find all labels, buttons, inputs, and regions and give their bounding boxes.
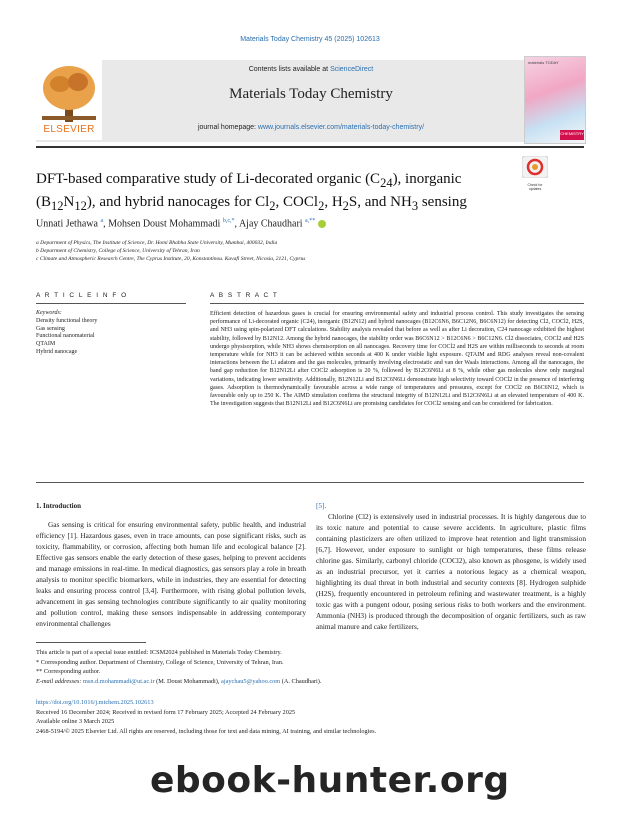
journal-citation[interactable]: Materials Today Chemistry 45 (2025) 102613	[240, 36, 380, 43]
affiliation: a Department of Physics, The Institute of Science, Dr. Homi Bhabha State University, Mumbai, 400032, India	[36, 240, 278, 246]
check-updates-icon	[522, 156, 548, 178]
elsevier-logo-text: ELSEVIER	[43, 124, 95, 135]
header-rule	[36, 146, 584, 148]
corresponding-author-note: ** Corresponding author.	[36, 668, 101, 675]
email-link[interactable]: msn.d.mohammadi@ut.ac.ir	[83, 677, 155, 685]
cover-band-text: CHEMISTRY	[560, 131, 584, 136]
body-left-column: Gas sensing is critical for ensuring environmental safety, public health, and industrial efficiency [1]. Hazardous gases, even in trace amounts, can pose significant risks, such as toxicity, flammability, or corrosion, affecting both human life and ecological balance [2]. Effective gas sensors enable the early detection of these gases, helping to prevent accidents and manage emissions in real-time. In medical diagnostics, gas sensors play a role in breath analysis to monitor specific biomarkers, while in industries, they are essential for detecting leaks and ensuring process control [3,4]. Furthermore, with rising global pollution levels, advancement in gas sensing technologies contribute significantly to air quality monitoring and pollution control, making these sensors indispensable in addressing contemporary environmental challenges	[36, 520, 306, 628]
keyword: Density functional theory	[36, 317, 98, 324]
check-for-updates-button[interactable]	[522, 156, 548, 191]
doi-link[interactable]: https://doi.org/10.1016/j.mtchem.2025.102613	[36, 699, 154, 706]
right-column-paragraph: Chlorine (Cl2) is extensively used in industrial processes. It is highly dangerous due to its toxic nature and potential to cause severe accidents. In agriculture, plastic films containing plasticizers are often utilized to improve heat retention and light transmission [6,7]. However, under exposure to sunlight or high temperatures, these films release chlorine gas. Similarly, carbonyl chloride (COCl2), also known as phosgene, is widely used as an industrial precursor, yet it carries a notorious legacy as a chemical weapon, highlighting its dual threat in both industrial and security contexts [8]. Hydrogen sulphide (H2S), frequently encountered in petroleum refining and wastewater treatment, is a highly toxic gas with a pungent odour, posing serious risks to both workers and the environment. Ammonia (NH3) is produced through the decomposition of organic fertilizers, such as raw animal manure and cake fertilizers,	[316, 512, 586, 631]
abstract-text: Efficient detection of hazardous gases is crucial for ensuring environmental safety and industrial process control. This study investigates the sensing performance of Li-decorated organic (C24), inorganic (B12N12) and hybrid nanocages (B12C6N6, B6C12N6, B6C6N12) for detecting Cl2, COCl2, H2S, and NH3 using spin-polarized DFT calculations. Stability analysis revealed that before as well as after Li decoration, C24 nanocage exhibited the highest stability, followed by B12N12. Among the hybrid nanocages, the stability order was B6C6N12 > B12C6N6 > B6C12N6. Cl2 dissociates, COCl2 and H2S undergo physisorption, while NH3 shows chemisorption on all nanocages. Recovery time for COCl2 and H2S are within milliseconds to seconds at room temperature while for NH3 it can be achieved within seconds at 400 K under visible light exposure. QTAIM and RDG analyses reveal non-covalent interactions between the Li adatom and the gas molecules, primarily involving electrostatic and van der Waals interactions. Among all the nanocages, the band gap reduction for B12N12Li after COCl2 adsorption is 20 %, followed by B12C6N6Li at 8 %, while other gas molecules show only marginal variations, indicating lower sensitivity. Additionally, B12N12Li and B12C6N6Li demonstrate high selectivity toward COCl2 in the presence of interfering gases. Adsorption is thermodynamically favourable across a wide range of temperatures and pressures, except for COCl2 on B6C6N12, which is favourable only up to 250 K. The AIMD simulation confirms the structural integrity of B12N12Li and B12C6N6Li at an elevated temperature of 400 K. The investigation suggests that B12N12Li and B12C6N6Li are promising candidates for COCl2 sensing and can be considered for fabrication.	[210, 311, 584, 408]
keyword: QTAIM	[36, 341, 56, 348]
keyword: Gas sensing	[36, 325, 65, 332]
author-affil-marker[interactable]: b,c,*	[222, 218, 235, 224]
author-name[interactable]: Ajay Chaudhari	[238, 218, 303, 230]
article-info-heading: A R T I C L E I N F O	[36, 292, 128, 299]
available-online: Available online 3 March 2025	[36, 718, 115, 725]
corresponding-author-note: * Corresponding author. Department of Chemistry, College of Science, University of Tehran, Iran.	[36, 658, 284, 666]
keyword: Functional nanomaterial	[36, 333, 95, 340]
article-title: DFT-based comparative study of Li-decorated organic $(C_{24})$, inorganic $(B_{12}N_{12})$, and hybrid nanocages for $Cl_2$, COCl$_2$, $H_2S$, and $NH_3$ sensing	[36, 171, 467, 213]
check-updates-label: Check for updates	[527, 183, 543, 191]
contents-line: Contents lists available at ScienceDirect	[248, 66, 374, 73]
journal-homepage: journal homepage: www.journals.elsevier.com/materials-today-chemistry/	[197, 124, 425, 131]
footnote-rule	[36, 642, 146, 643]
orcid-icon[interactable]	[318, 220, 326, 228]
publication-info	[36, 698, 584, 736]
sciencedirect-link[interactable]: ScienceDirect	[330, 66, 374, 73]
cover-title: materials TODAY	[528, 60, 559, 65]
keyword: Hybrid nanocage	[36, 348, 78, 355]
email-link[interactable]: ajaychau5@yahoo.com	[221, 677, 281, 685]
article-info-rule	[36, 303, 186, 304]
author-name[interactable]: Mohsen Doust Mohammadi	[108, 218, 221, 230]
author-list: Unnati Jethawa $^a$, Mohsen Doust Mohammadi $^{b,c,*}$, Ajay Chaudhari $^{a,**}$	[36, 218, 576, 229]
affiliation: c Climate and Atmospheric Research Centre, The Cyprus Institute, 20, Konstantinou. Kavafi Street, Nicosia, 2121, Cyprus	[36, 256, 306, 262]
reference-citation[interactable]: [5].	[316, 501, 327, 510]
section-heading: 1. Introduction	[36, 502, 81, 510]
affiliation: b Department of Chemistry, College of Science, University of Tehran, Iran	[36, 248, 200, 254]
author-name[interactable]: Unnati Jethawa	[36, 218, 98, 230]
author-affil-marker[interactable]: a,**	[305, 218, 316, 224]
journal-homepage-link[interactable]: www.journals.elsevier.com/materials-today-chemistry/	[257, 124, 425, 131]
keywords-label: Keywords:	[36, 310, 62, 316]
author-affil-marker[interactable]: a	[100, 218, 104, 224]
received-dates: Received 16 December 2024; Received in revised form 17 February 2025; Accepted 24 February 2025	[36, 708, 296, 716]
abstract-rule	[210, 303, 584, 304]
abstract-bottom-rule	[36, 482, 584, 483]
footnotes	[36, 648, 584, 686]
email-addresses: E-mail addresses: msn.d.mohammadi@ut.ac.ir (M. Doust Mohammadi), ajaychau5@yahoo.com (A. Chaudhari).	[36, 677, 322, 685]
watermark-text: ebook-hunter.org	[150, 760, 510, 801]
body-right-column	[316, 500, 586, 632]
abstract-heading: A B S T R A C T	[210, 292, 279, 299]
special-issue-note: This article is part of a special issue entitled: ICSM2024 published in Materials Today Chemistry.	[36, 649, 282, 656]
journal-name: Materials Today Chemistry	[229, 86, 393, 102]
keywords-block	[36, 310, 186, 357]
copyright-notice: 2468-5194/© 2025 Elsevier Ltd. All rights are reserved, including those for text and data mining, AI training, and similar technologies.	[36, 727, 377, 735]
